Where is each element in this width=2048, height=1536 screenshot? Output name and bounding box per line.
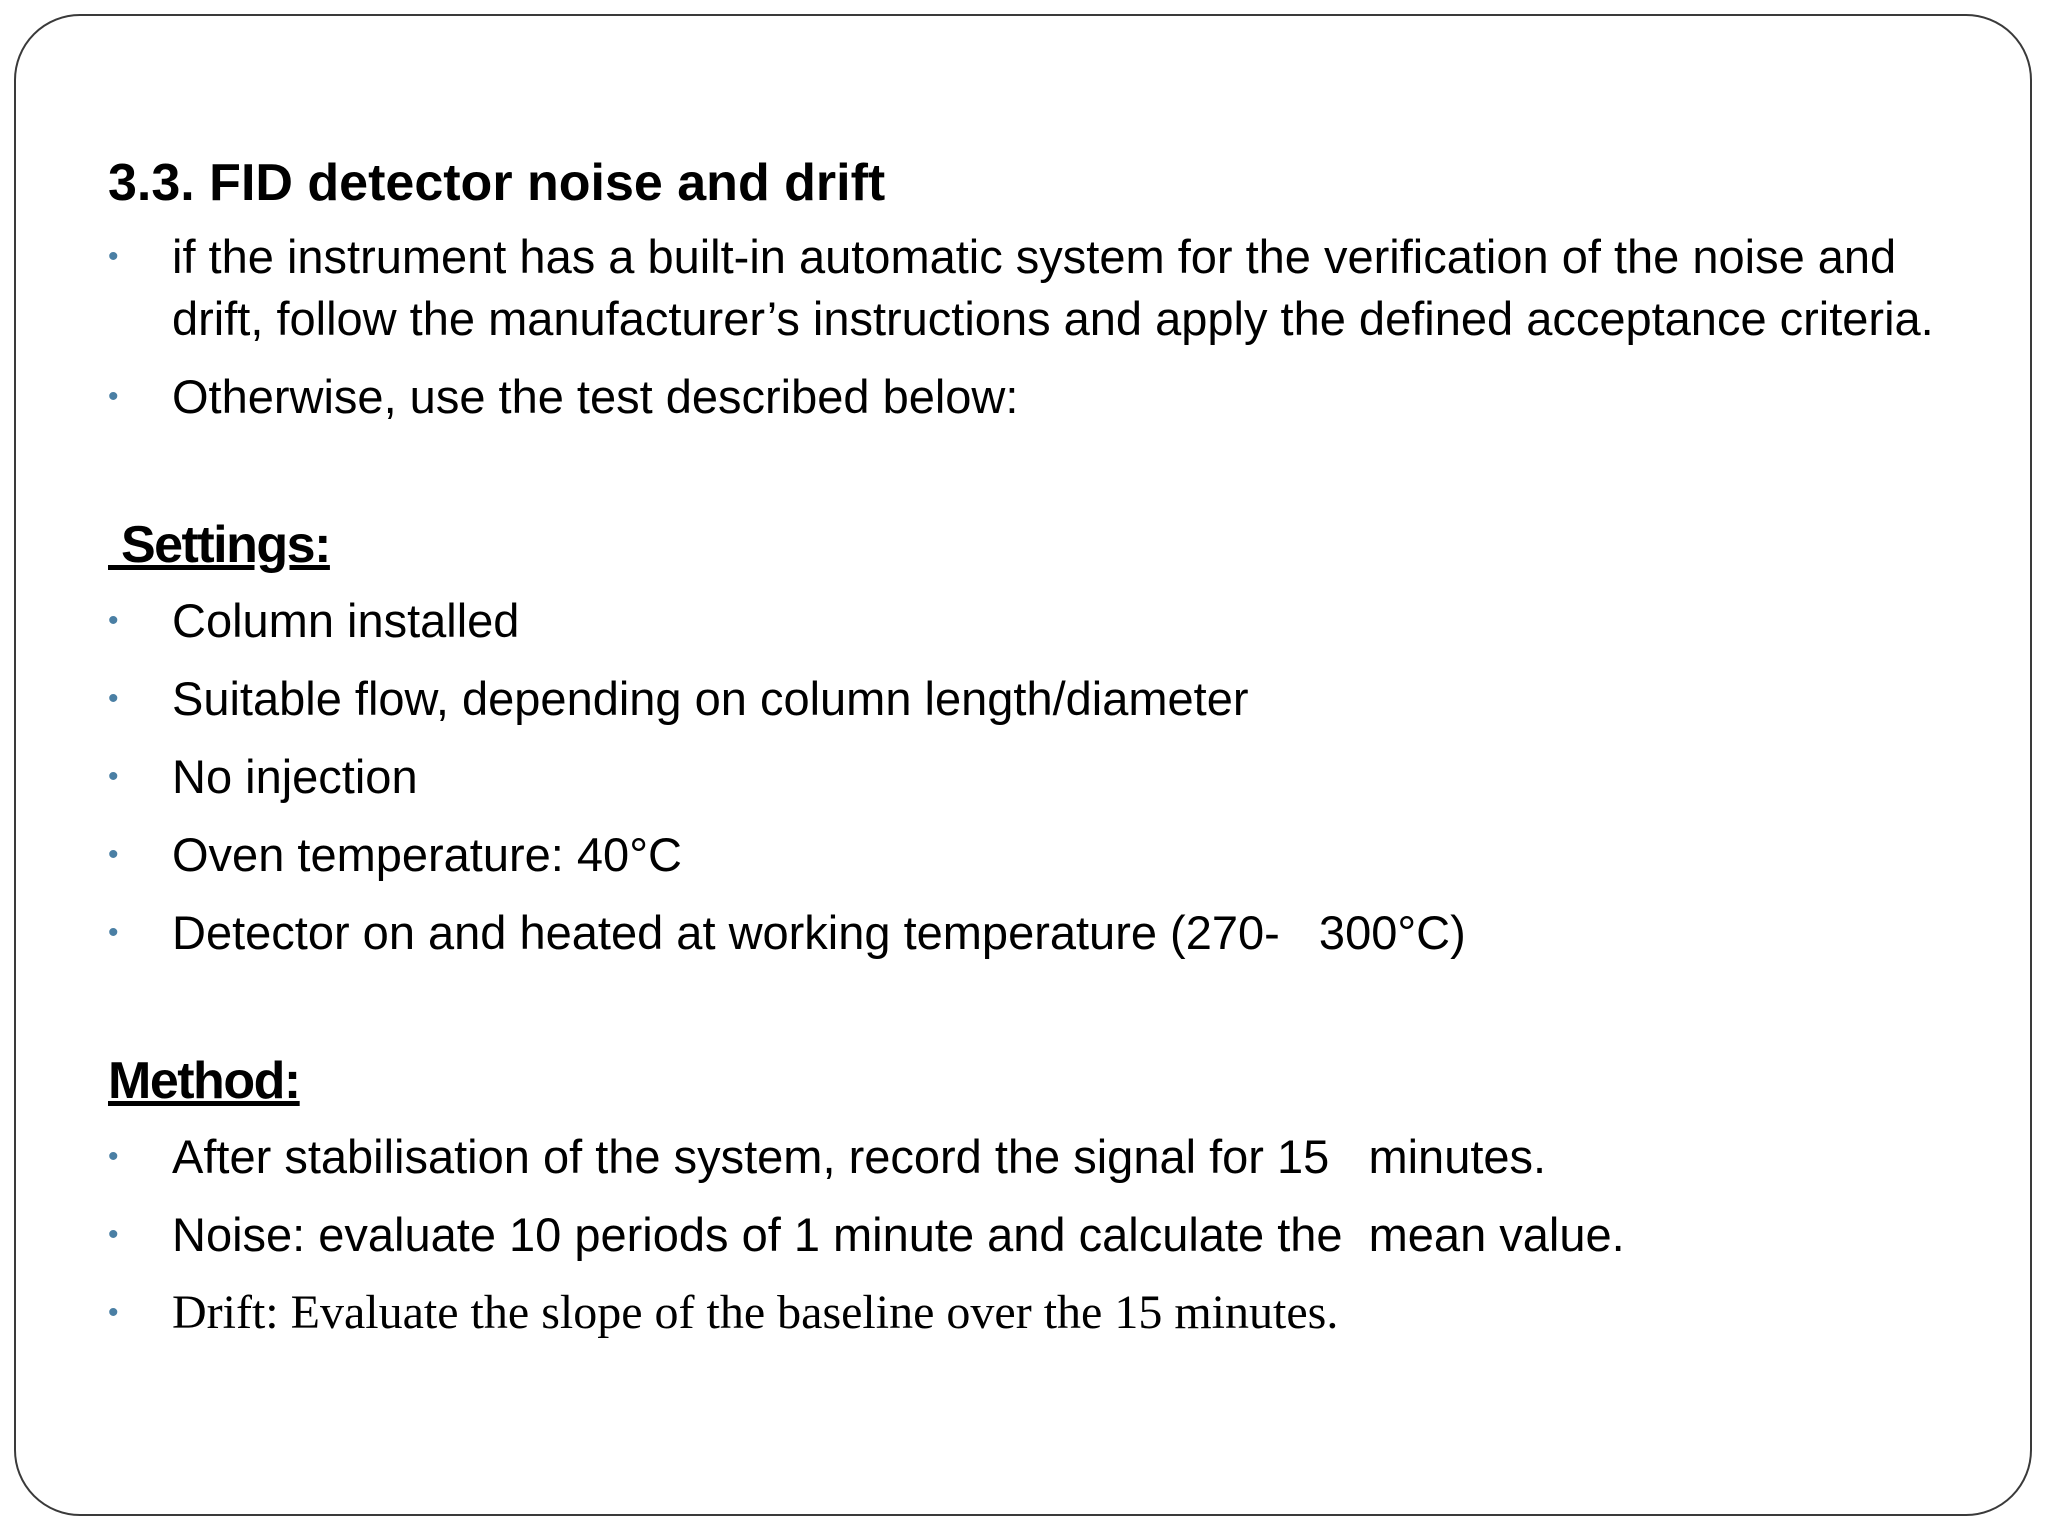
bullet-dot-icon: • xyxy=(108,604,119,637)
intro-bullet-1 xyxy=(108,226,1988,350)
bullet-text: if the instrument has a built-in automatic system for the verification of the noise and drift, follow the manufacturer’s instructions and apply the defined acceptance criteria. xyxy=(172,230,1934,345)
settings-heading: Settings: xyxy=(108,516,330,574)
settings-item-4 xyxy=(108,824,1988,886)
spacer xyxy=(108,980,1988,1046)
method-list xyxy=(108,1126,1988,1344)
bullet-text: Drift: Evaluate the slope of the baseline over the 15 minutes. xyxy=(172,1286,1339,1339)
bullet-dot-icon: • xyxy=(108,838,119,871)
method-heading: Method: xyxy=(108,1052,300,1110)
bullet-dot-icon: • xyxy=(108,1296,119,1329)
bullet-dot-icon: • xyxy=(108,1218,119,1251)
bullet-text: Oven temperature: 40°C xyxy=(172,828,682,881)
settings-item-2 xyxy=(108,668,1988,730)
bullet-text: After stabilisation of the system, record the signal for 15 minutes. xyxy=(172,1130,1547,1183)
intro-bullet-2 xyxy=(108,366,1988,428)
bullet-text: Suitable flow, depending on column length/diameter xyxy=(172,672,1249,725)
slide-content xyxy=(108,146,1988,1360)
bullet-dot-icon: • xyxy=(108,380,119,413)
settings-item-1 xyxy=(108,590,1988,652)
bullet-dot-icon: • xyxy=(108,240,119,273)
settings-item-3 xyxy=(108,746,1988,808)
bullet-text: Column installed xyxy=(172,594,520,647)
bullet-dot-icon: • xyxy=(108,916,119,949)
bullet-dot-icon: • xyxy=(108,1140,119,1173)
bullet-dot-icon: • xyxy=(108,682,119,715)
bullet-text: Detector on and heated at working temperature (270- 300°C) xyxy=(172,906,1466,959)
slide-title: 3.3. FID detector noise and drift xyxy=(108,154,886,212)
settings-item-5 xyxy=(108,902,1988,964)
slide-frame xyxy=(14,14,2032,1516)
method-item-1 xyxy=(108,1126,1988,1188)
settings-list xyxy=(108,590,1988,964)
bullet-text: Noise: evaluate 10 periods of 1 minute and calculate the mean value. xyxy=(172,1208,1625,1261)
bullet-text: Otherwise, use the test described below: xyxy=(172,370,1019,423)
bullet-dot-icon: • xyxy=(108,760,119,793)
spacer xyxy=(108,444,1988,510)
bullet-text: No injection xyxy=(172,750,418,803)
method-item-2 xyxy=(108,1204,1988,1266)
intro-list xyxy=(108,226,1988,428)
method-item-3 xyxy=(108,1282,1988,1344)
